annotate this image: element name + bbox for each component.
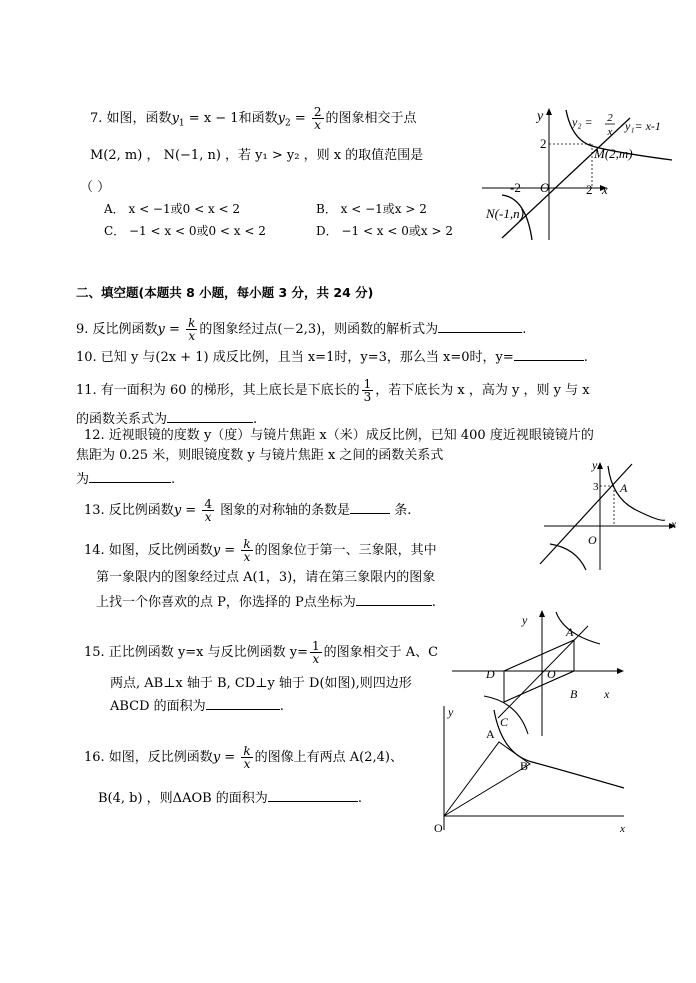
q14-graph <box>540 458 680 573</box>
tick-neg2: -2 <box>510 180 521 195</box>
point-a-label: A <box>566 625 574 639</box>
q14: 14. 如图，反比例函数y = $\frac{k}{x}$ 的图象位于第一、三象限，其中 <box>84 537 437 564</box>
answer-blank[interactable] <box>514 348 584 361</box>
q7-line2: M(2, m) ， N(−1, n) ，若 y₁ > y₂ ，则 x 的取值范围是 <box>90 148 424 163</box>
triangle-aob <box>444 742 530 816</box>
q7-graph <box>482 100 682 250</box>
answer-bracket[interactable]: （ ） <box>80 180 111 195</box>
origin-label: O <box>434 821 443 835</box>
x-axis-label: x <box>620 823 625 835</box>
tick-3: 3 <box>593 481 599 493</box>
y1-label: y₁= x-1 <box>625 119 661 133</box>
option-b[interactable]: B． x < −1或x > 2 <box>316 202 427 216</box>
q15: 15. 正比例函数 y=x 与反比例函数 y= $\frac{1}{x}$ 的图象相交于 A、C <box>84 639 439 666</box>
q9: 9. 反比例函数y = $\frac{k}{x}$ 的图象经过点(－2,3)，则函数的解析式为 . <box>76 316 527 343</box>
q15-line3: ABCD 的面积为 . <box>110 699 284 714</box>
q10: 10. 已知 y 与(2x + 1) 成反比例，且当 x=1时，y=3，那么当 x=0时，y= . <box>76 350 588 365</box>
origin-label: O <box>540 180 550 195</box>
fraction: $\frac{2}{x}$ <box>313 105 322 132</box>
q11: 11. 有一面积为 60 的梯形，其上底长是下底长的 $\frac{1}{3}$ ，若下底长为 x ，高为 y ，则 y 与 x <box>76 377 590 404</box>
section-heading: 二、填空题(本题共 8 小题，每小题 3 分，共 24 分) <box>76 285 374 300</box>
q16-line2: B(4, b) ，则ΔAOB 的面积为 . <box>98 791 362 806</box>
answer-blank[interactable] <box>206 697 280 710</box>
line <box>540 464 632 564</box>
answer-blank[interactable] <box>268 789 358 802</box>
y-axis-label: y <box>537 109 544 124</box>
q16: 16. 如图，反比例函数y = $\frac{k}{x}$ 的图像上有两点 A(2,4)、 <box>84 744 403 771</box>
answer-blank[interactable] <box>356 593 432 606</box>
q15-line2: 两点, AB⊥x 轴于 B, CD⊥y 轴于 D(如图),则四边形 <box>110 676 412 691</box>
point-n-label: N(-1,n) <box>486 206 524 221</box>
hyperbola-branch-1 <box>608 466 665 520</box>
q14-line3: 上找一个你喜欢的点 P，你选择的 P点坐标为 . <box>96 595 436 610</box>
y-axis-label: y <box>448 705 454 719</box>
x-axis-label: x <box>604 687 610 701</box>
q16-graph <box>424 700 634 835</box>
y-axis-label: y <box>592 458 598 472</box>
hyperbola-branch-1 <box>556 612 600 644</box>
point-d-label: D <box>486 667 495 681</box>
point-c-label: C <box>500 715 509 729</box>
point-b-label: B <box>520 759 529 773</box>
svg-text:x: x <box>607 126 613 138</box>
q12-line2: 焦距为 0.25 米，则眼镜度数 y 与镜片焦距 x 之间的函数关系式 <box>76 448 444 463</box>
point-a-label: A <box>620 481 628 495</box>
option-d[interactable]: D． −1 < x < 0或x > 2 <box>316 224 453 238</box>
q7-stem: 7. 如图，函数$y_1 = x - 1$和函数$y_2$ = $\frac{2}{x}$ 的图象相交于点 <box>90 105 417 132</box>
svg-text:2: 2 <box>607 112 613 124</box>
q12-line3: 为 . <box>76 472 176 487</box>
q11-line2: 的函数关系式为 . <box>76 412 258 427</box>
y-axis-label: y <box>522 613 528 627</box>
tick-2y: 2 <box>540 136 547 151</box>
hyperbola <box>494 710 624 788</box>
x-axis-label: x <box>671 517 677 531</box>
option-c[interactable]: C． −1 < x < 0或0 < x < 2 <box>104 224 266 238</box>
x-axis-label: x <box>602 182 608 197</box>
option-a[interactable]: A． x < −1或0 < x < 2 <box>104 202 241 216</box>
tick-2x: 2 <box>586 182 593 197</box>
y2-label: y₂ = <box>572 115 593 129</box>
answer-blank[interactable] <box>167 410 253 423</box>
answer-blank[interactable] <box>89 470 171 483</box>
q14-line2: 第一象限内的图象经过点 A(1，3)，请在第三象限内的图象 <box>96 570 436 585</box>
point-b-label: B <box>570 687 578 701</box>
answer-blank[interactable] <box>350 501 390 514</box>
q12-line1: 12. 近视眼镜的度数 y（度）与镜片焦距 x（米）成反比例，已知 400 度近视眼镜镜片的 <box>84 428 594 443</box>
point-m-label: M(2,m) <box>594 146 633 161</box>
origin-label: O <box>547 667 556 681</box>
point-a-label: A <box>486 727 495 741</box>
q13: 13. 反比例函数y = $\frac{4}{x}$ 图象的对称轴的条数是 条. <box>84 497 412 524</box>
answer-blank[interactable] <box>438 320 522 333</box>
origin-label: O <box>588 533 597 547</box>
